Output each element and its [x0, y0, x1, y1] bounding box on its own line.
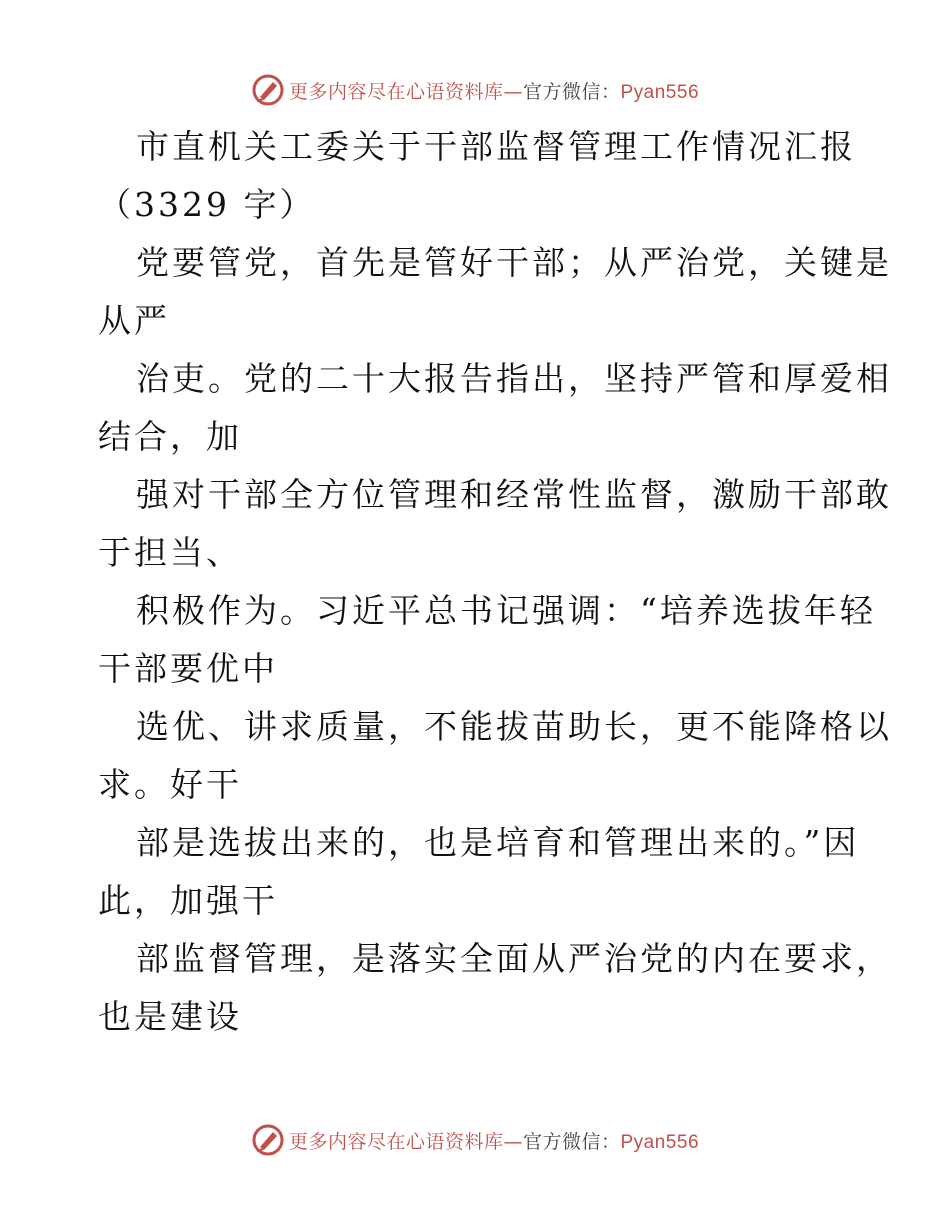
document-body — [98, 118, 892, 1046]
document-line: 也是建设 — [98, 997, 242, 1036]
watermark-wechat-label: 官方微信： — [522, 80, 621, 103]
document-line: 部监督管理，是落实全面从严治党的内在要求， — [136, 939, 892, 978]
watermark-banner-bottom — [0, 1120, 950, 1160]
document-line: 治吏。党的二十大报告指出，坚持严管和厚爱相 — [136, 359, 892, 398]
pen-seal-icon — [251, 73, 285, 107]
watermark-banner-top — [0, 70, 950, 110]
document-line: 结合，加 — [98, 417, 242, 456]
watermark-main-text: 更多内容尽在心语资料库 — [288, 80, 504, 103]
watermark-separator: — — [503, 1130, 523, 1153]
watermark-wechat-id: Pyan556 — [620, 1131, 700, 1153]
document-line: 从严 — [98, 301, 170, 340]
document-line: 此，加强干 — [98, 881, 278, 920]
watermark-wechat-id: Pyan556 — [620, 81, 700, 103]
document-line: 干部要优中 — [98, 649, 278, 688]
document-line: 部是选拔出来的，也是培育和管理出来的。”因 — [136, 823, 860, 862]
watermark-main-text: 更多内容尽在心语资料库 — [288, 1130, 504, 1153]
document-line: 选优、讲求质量，不能拔苗助长，更不能降格以 — [136, 707, 892, 746]
watermark-separator: — — [503, 80, 523, 103]
document-line: 党要管党，首先是管好干部；从严治党，关键是 — [136, 243, 892, 282]
document-line: 求。好干 — [98, 765, 242, 804]
document-line: 于担当、 — [98, 533, 242, 572]
watermark-wechat-label: 官方微信： — [522, 1130, 621, 1153]
document-line: 积极作为。习近平总书记强调：“培养选拔年轻 — [136, 591, 876, 630]
document-line: （3329 字） — [98, 185, 316, 224]
document-line: 强对干部全方位管理和经常性监督，激励干部敢 — [136, 475, 892, 514]
document-line: 市直机关工委关于干部监督管理工作情况汇报 — [136, 127, 856, 166]
pen-seal-icon — [251, 1123, 285, 1157]
